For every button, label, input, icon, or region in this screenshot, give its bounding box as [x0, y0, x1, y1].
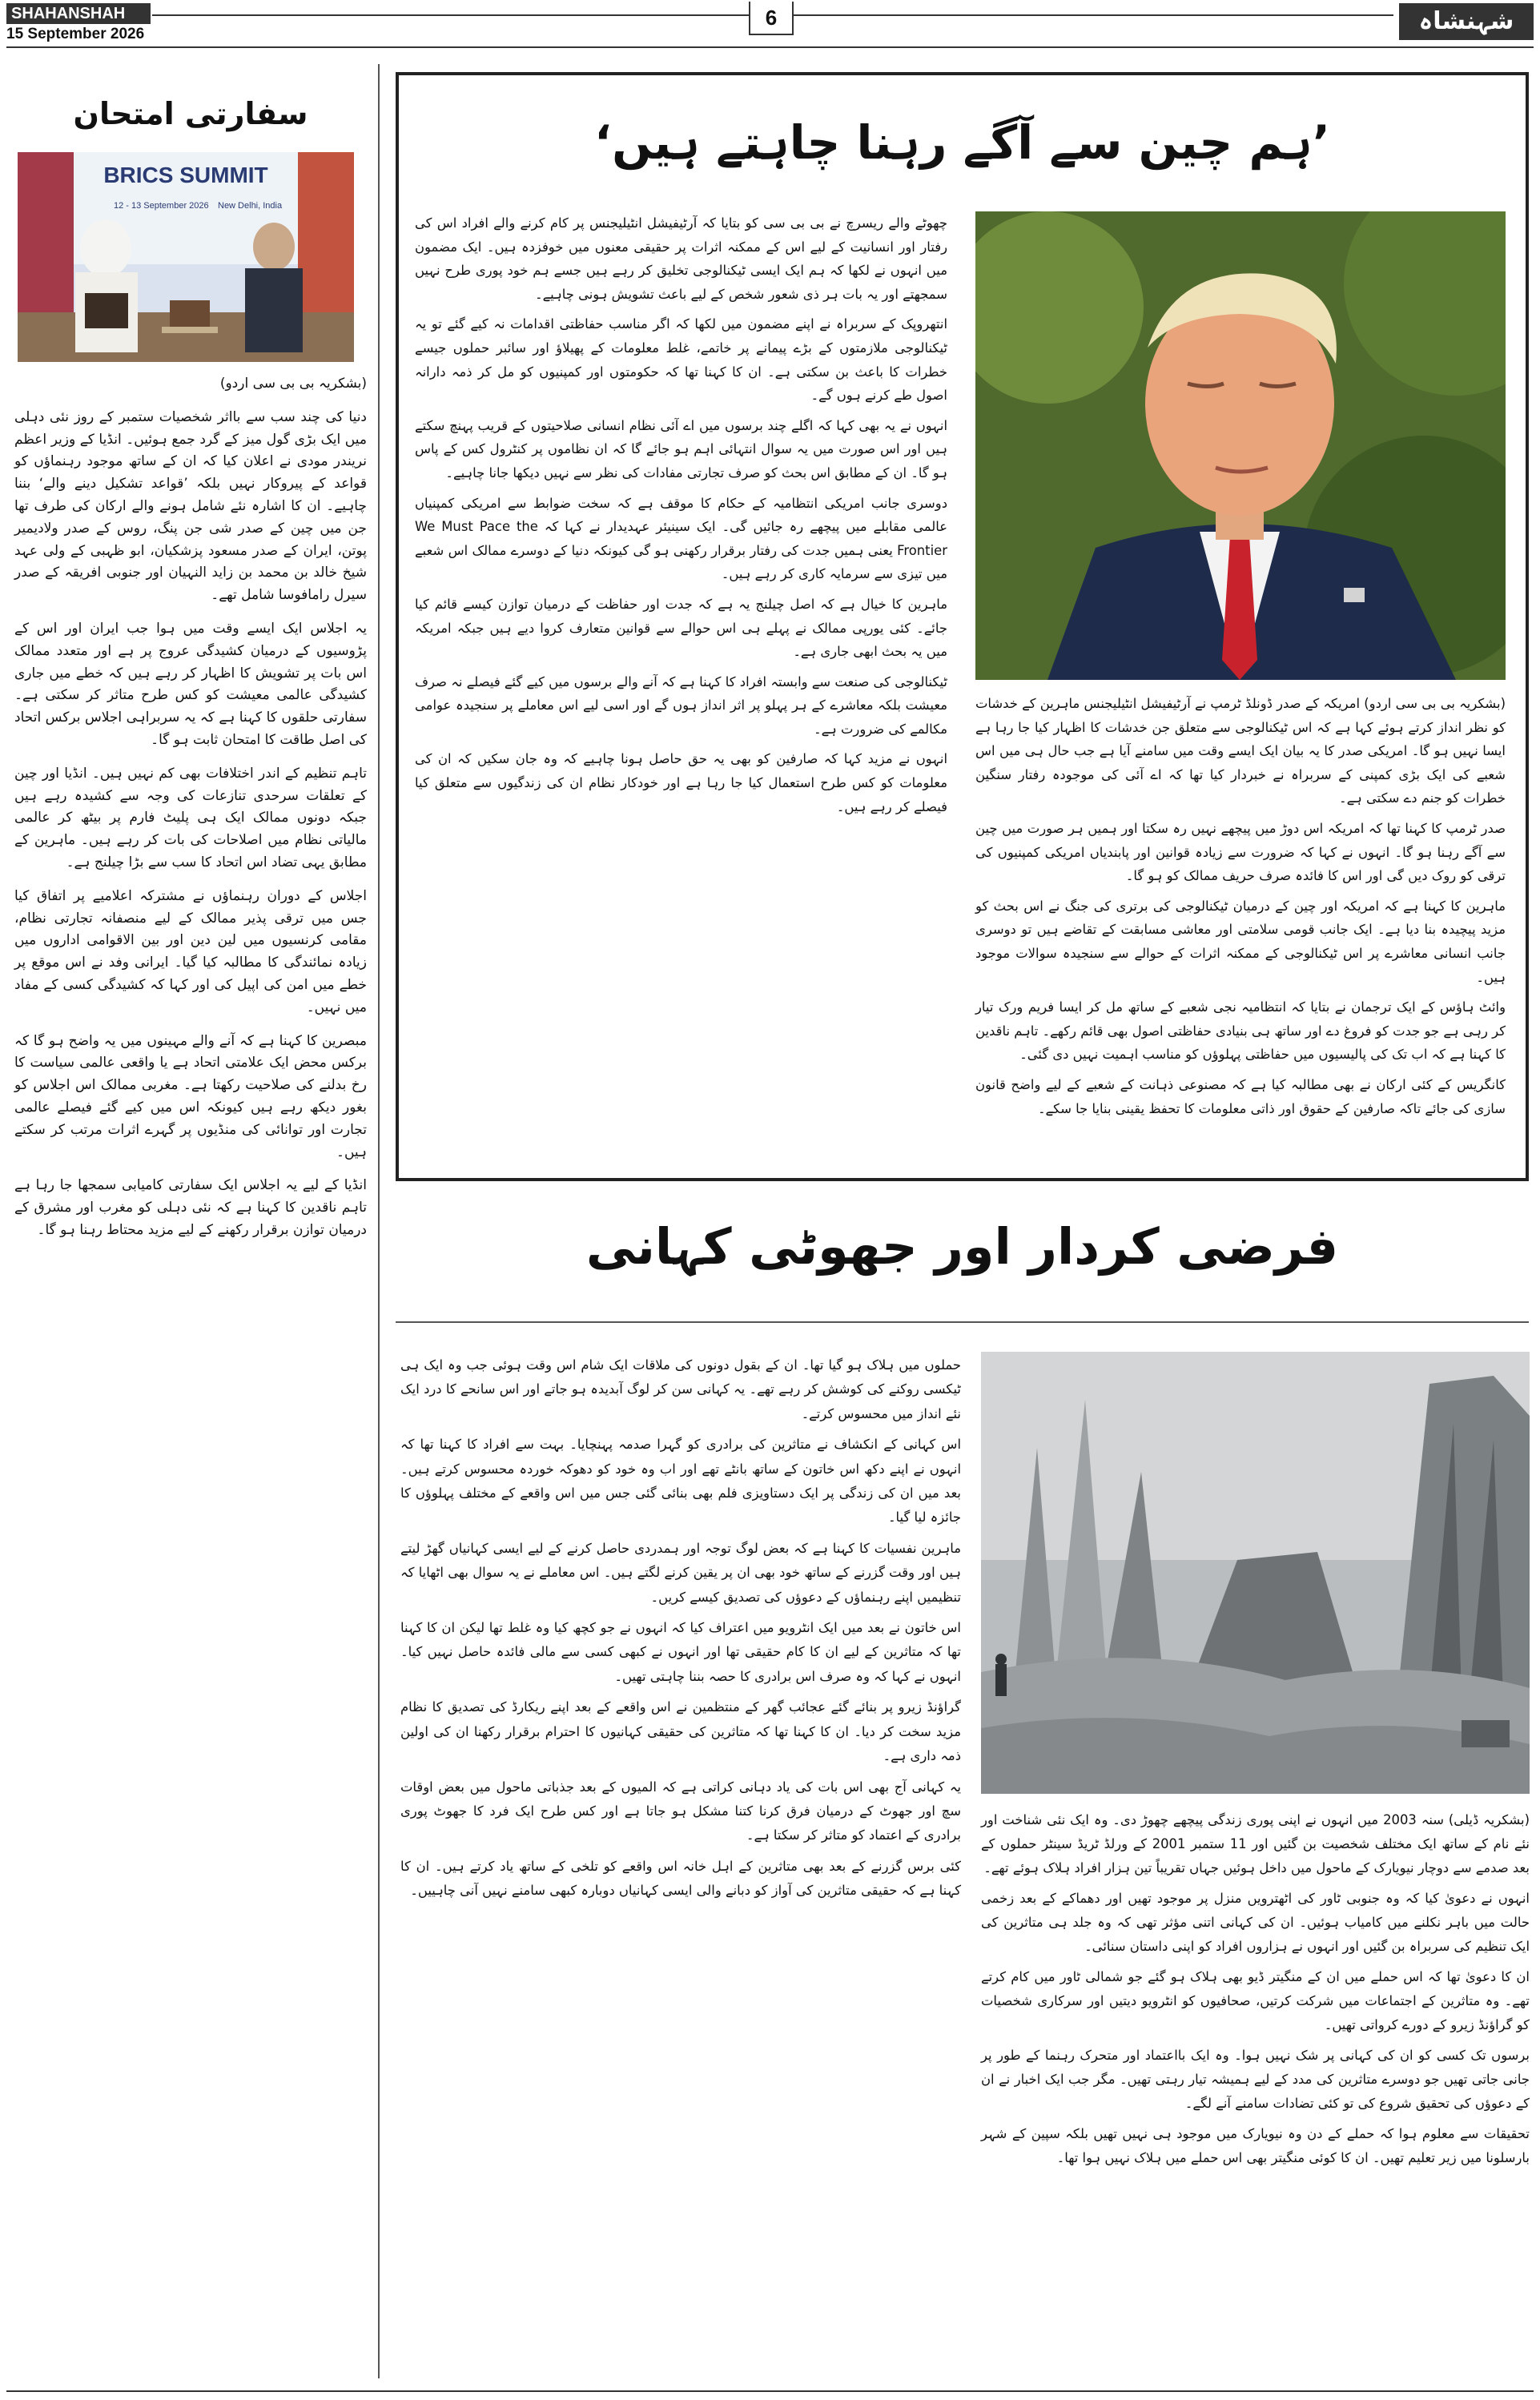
trump-portrait-photo: [975, 211, 1506, 680]
paper-name: SHAHANSHAH: [6, 3, 151, 24]
banner-location: New Delhi, India: [218, 201, 283, 211]
article1-paragraph: صدر ٹرمپ کا کہنا تھا کہ امریکہ اس دوڑ میں پیچھے نہیں رہ سکتا اور ہمیں ہر صورت میں چین سے آگے رہنا ہو گا۔ انہوں نے کہا کہ ضرورت سے زیادہ قوانین اور پابندیاں امریکی کمپنیوں کی ترقی کو روک دیں گی اور اس کا فائدہ صرف حریف ممالک کو ہو گا۔: [975, 820, 1506, 884]
article1-paragraph: وائٹ ہاؤس کے ایک ترجمان نے بتایا کہ انتظامیہ نجی شعبے کے ساتھ مل کر ایسا فریم ورک تیار کر رہی ہے جو جدت کو فروغ دے اور ساتھ ہی بنیادی حفاظتی اصول بھی قائم رکھے۔ تاہم ناقدین کا کہنا ہے کہ اب تک کی پالیسیوں میں حفاظتی پہلوؤں کو مناسب اہمیت نہیں دی گئی۔: [975, 999, 1506, 1063]
article1-column-right: [975, 692, 1506, 1127]
left-article-title: سفارتی امتحان: [73, 96, 308, 131]
left-paragraph: تاہم تنظیم کے اندر اختلافات بھی کم نہیں ہیں۔ انڈیا اور چین کے تعلقات سرحدی تنازعات کی وجہ سے کشیدہ رہے ہیں جبکہ دونوں ممالک ایک ہی پلیٹ فارم پر بیٹھ کر عالمی مالیاتی نظام میں اصلاحات کی بات کر رہے ہیں۔ ماہرین کے مطابق یہی تضاد اس اتحاد کا سب سے بڑا چیلنج ہے۔: [14, 765, 367, 870]
article2-paragraph: گراؤنڈ زیرو پر بنائے گئے عجائب گھر کے منتظمین نے اس واقعے کے بعد اپنے ریکارڈ کی تصدیق کا نظام مزید سخت کر دیا۔ ان کا کہنا تھا کہ متاثرین کی حقیقی کہانیوں کا احترام برقرار رکھنا ان کی اولین ذمہ داری ہے۔: [400, 1699, 961, 1764]
article2-paragraph: یہ کہانی آج بھی اس بات کی یاد دہانی کراتی ہے کہ المیوں کے بعد جذباتی ماحول میں بعض اوقات سچ اور جھوٹ کے درمیان فرق کرنا کتنا مشکل ہو جاتا ہے اور کس طرح ایک فرد کا جھوٹ پوری برادری کے اعتماد کو متاثر کر سکتا ہے۔: [400, 1779, 961, 1843]
left-paragraph: (بشکریہ بی بی سی اردو): [219, 376, 367, 392]
article1-paragraph: انتھروپک کے سربراہ نے اپنے مضمون میں لکھا کہ اگر مناسب حفاظتی اقدامات نہ کیے گئے تو یہ ٹیکنالوجی ملازمتوں کے بڑے پیمانے پر خاتمے، غلط معلومات کے پھیلاؤ اور سائبر حملوں جیسے خطرات کا باعث بن سکتی ہے۔ ان کا کہنا تھا کہ حکومتوں اور کمپنیوں کو مل کر ذمہ دارانہ اصول طے کرنے ہوں گے۔: [415, 316, 947, 404]
article1-paragraph: (بشکریہ بی بی سی اردو) امریکہ کے صدر ڈونلڈ ٹرمپ نے آرٹیفیشل انٹیلیجنس ماہرین کے خدشات کو نظر انداز کرتے ہوئے کہا ہے کہ اس ٹیکنالوجی سے متعلق جن خدشات کا اظہار کیا جا رہا ہے ایسا نہیں ہو گا۔ امریکی صدر کا یہ بیان ایک ایسے وقت میں سامنے آیا ہے جب حال ہی میں اس شعبے کی ایک بڑی کمپنی کے سربراہ نے خبردار کیا تھا کہ اے آئی کی موجودہ رفتار سنگین خطرات کو جنم دے سکتی ہے۔: [975, 696, 1506, 806]
article2-headline: فرضی کردار اور جھوٹی کہانی: [585, 1217, 1339, 1276]
portrait-illustration: [975, 211, 1506, 680]
left-paragraph: مبصرین کا کہنا ہے کہ آنے والے مہینوں میں یہ واضح ہو گا کہ برکس محض ایک علامتی اتحاد ہے یا واقعی عالمی سیاست کا رخ بدلنے کی صلاحیت رکھتا ہے۔ مغربی ممالک اس اجلاس کو بغور دیکھ رہے ہیں کیونکہ اس میں کیے گئے فیصلے عالمی تجارت اور توانائی کی منڈیوں پر گہرے اثرات مرتب کر سکتے ہیں۔: [14, 1032, 367, 1160]
masthead-logo: شہنشاہ: [1399, 3, 1534, 40]
brics-summit-photo: [18, 152, 354, 362]
left-paragraph: انڈیا کے لیے یہ اجلاس ایک سفارتی کامیابی سمجھا جا رہا ہے تاہم ناقدین کا کہنا ہے کہ نئی دہلی کو مغرب اور مشرق کے درمیان توازن برقرار رکھنے کے لیے مزید محتاط رہنا ہو گا۔: [14, 1177, 367, 1238]
column-divider: [378, 64, 380, 2378]
article2-paragraph: (بشکریہ ڈیلی) سنہ 2003 میں انہوں نے اپنی پوری زندگی پیچھے چھوڑ دی۔ وہ ایک نئی شناخت اور نئے نام کے ساتھ ایک مختلف شخصیت بن گئیں اور 11 ستمبر 2001 کے ورلڈ ٹریڈ سینٹر حملوں کے بعد صدمے سے دوچار نیویارک کے ماحول میں داخل ہوئیں جہاں تقریباً تین ہزار افراد ہلاک ہوئے تھے۔: [981, 1812, 1530, 1875]
article1-paragraph: ٹیکنالوجی کی صنعت سے وابستہ افراد کا کہنا ہے کہ آنے والے برسوں میں کیے گئے فیصلے نہ صرف معیشت بلکہ معاشرے کے ہر پہلو پر اثر انداز ہوں گے اور اسی لیے اس معاملے پر سنجیدہ عوامی مکالمے کی ضرورت ہے۔: [415, 673, 947, 737]
article-ai-box: [396, 72, 1529, 1181]
top-rule: [6, 46, 1534, 48]
left-article-body: [14, 373, 367, 1253]
article1-paragraph: انہوں نے مزید کہا کہ صارفین کو بھی یہ حق حاصل ہونا چاہیے کہ وہ جان سکیں کہ ان کی معلومات کو کس طرح استعمال کیا جا رہا ہے اور خودکار نظام ان کی زندگیوں سے متعلق کیا فیصلے کر رہے ہیں۔: [415, 751, 947, 814]
article2-paragraph: حملوں میں ہلاک ہو گیا تھا۔ ان کے بقول دونوں کی ملاقات ایک شام اس وقت ہوئی جب وہ ایک ہی ٹیکسی روکنے کی کوشش کر رہے تھے۔ یہ کہانی سن کر لوگ آبدیدہ ہو جاتے اور اس سانحے کا درد ایک نئے انداز میں محسوس کرتے۔: [400, 1357, 961, 1421]
brics-photo-illustration: [18, 152, 354, 362]
article2-paragraph: تحقیقات سے معلوم ہوا کہ حملے کے دن وہ نیویارک میں موجود ہی نہیں تھیں بلکہ سپین کے شہر بارسلونا میں زیر تعلیم تھیں۔ ان کا کوئی منگیتر بھی اس حملے میں ہلاک نہیں ہوا تھا۔: [981, 2126, 1530, 2165]
article2-title-rule: [396, 1321, 1529, 1323]
article1-paragraph: ماہرین کا خیال ہے کہ اصل چیلنج یہ ہے کہ جدت اور حفاظت کے درمیان توازن کیسے قائم کیا جائے۔ کئی یورپی ممالک نے پہلے ہی اس حوالے سے قوانین متعارف کروا دیے ہیں جبکہ امریکہ میں یہ بحث ابھی جاری ہے۔: [415, 596, 947, 660]
left-column-article: [14, 56, 367, 2386]
page-number: 6: [749, 2, 794, 35]
article1-paragraph: کانگریس کے کئی ارکان نے بھی مطالبہ کیا ہے کہ مصنوعی ذہانت کے شعبے کے لیے واضح قانون سازی کی جائے تاکہ صارفین کے حقوق اور ذاتی معلومات کا تحفظ یقینی بنایا جا سکے۔: [975, 1076, 1506, 1116]
article2-paragraph: اس کہانی کے انکشاف نے متاثرین کی برادری کو گہرا صدمہ پہنچایا۔ بہت سے افراد کا کہنا تھا کہ انہوں نے اپنے دکھ اس خاتون کے ساتھ بانٹے تھے اور اب وہ خود کو دھوکہ خوردہ محسوس کرتے ہیں۔ بعد میں ان کی زندگی پر ایک دستاویزی فلم بھی بنائی گئی جس میں اس واقعے کے مختلف پہلوؤں کا جائزہ لیا گیا۔: [400, 1437, 961, 1526]
article2-column-right: [981, 1808, 1530, 2177]
ruins-illustration: [981, 1352, 1530, 1794]
article1-column-left: [415, 211, 947, 825]
article1-paragraph: دوسری جانب امریکی انتظامیہ کے حکام کا موقف ہے کہ سخت ضوابط سے امریکی کمپنیاں عالمی مقابلے میں پیچھے رہ جائیں گی۔ ایک سینیئر عہدیدار نے کہا کہ We Must Pace the Frontier یعنی ہمیں جدت کی رفتار برقرار رکھنی ہو گی کیونکہ دنیا کے دوسرے ممالک اس شعبے میں تیزی سے سرمایہ کاری کر رہے ہیں۔: [415, 495, 947, 582]
bottom-rule: [6, 2390, 1534, 2392]
article1-paragraph: چھوٹے والے ریسرچ نے بی بی سی کو بتایا کہ آرٹیفیشل انٹیلیجنس پر کام کرنے والے افراد اس کی رفتار اور انسانیت کے لیے اس کے ممکنہ اثرات پر حقیقی معنوں میں خوفزدہ ہیں۔ ایک مضمون میں انہوں نے لکھا کہ ہم ایک ایسی ٹیکنالوجی تخلیق کر رہے ہیں جسے ہم خود پوری طرح نہیں سمجھتے اور یہ بات ہر ذی شعور شخص کے لیے باعث تشویش ہونی چاہیے۔: [415, 215, 947, 302]
article2-paragraph: اس خاتون نے بعد میں ایک انٹرویو میں اعتراف کیا کہ انہوں نے جو کچھ کیا وہ غلط تھا لیکن ان کا کہنا تھا کہ متاثرین کے لیے ان کا کام حقیقی تھا اور انہوں نے کبھی کسی سے مالی فائدہ حاصل نہیں کیا۔ انہوں نے کہا کہ وہ صرف اس برادری کا حصہ بننا چاہتی تھیں۔: [400, 1620, 961, 1684]
article2-paragraph: کئی برس گزرنے کے بعد بھی متاثرین کے اہل خانہ اس واقعے کو تلخی کے ساتھ یاد کرتے ہیں۔ ان کا کہنا ہے کہ حقیقی متاثرین کی آواز کو دبانے والی ایسی کہانیاں دوبارہ کبھی سامنے نہیں آنی چاہییں۔: [400, 1858, 961, 1899]
article1-headline: ’ہم چین سے آگے رہنا چاہتے ہیں‘: [594, 115, 1330, 170]
article2-paragraph: ان کا دعویٰ تھا کہ اس حملے میں ان کے منگیتر ڈیو بھی ہلاک ہو گئے جو شمالی ٹاور میں کام کرتے تھے۔ وہ متاثرین کے اجتماعات میں شرکت کرتیں، صحافیوں کو انٹرویو دیتیں اور سرکاری شخصیات کو گراؤنڈ زیرو کے دورے کرواتی تھیں۔: [981, 1969, 1530, 2032]
article1-paragraph: انہوں نے یہ بھی کہا کہ اگلے چند برسوں میں اے آئی نظام انسانی صلاحیتوں کے قریب پہنچ سکتے ہیں اور اس صورت میں یہ سوال انتہائی اہم ہو جائے گا کہ ان نظاموں پر کنٹرول کس کے پاس ہو گا۔ ان کے مطابق اس بحث کو صرف تجارتی مفادات کی نظر سے نہیں دیکھا جانا چاہیے۔: [415, 417, 947, 480]
issue-date: 15 September 2026: [6, 26, 145, 42]
banner-title: BRICS SUMMIT: [103, 163, 268, 187]
article2-column-left: [400, 1353, 961, 1910]
article1-paragraph: ماہرین کا کہنا ہے کہ امریکہ اور چین کے درمیان ٹیکنالوجی کی برتری کی جنگ نے اس بحث کو مزید پیچیدہ بنا دیا ہے۔ ایک جانب قومی سلامتی اور معاشی مسابقت کے تقاضے ہیں تو دوسری جانب انسانی معاشرے پر اس ٹیکنالوجی کے ممکنہ اثرات کے حوالے سے سنجیدہ سوالات موجود ہیں۔: [975, 898, 1506, 985]
page-header: [0, 0, 1540, 48]
left-paragraph: دنیا کی چند سب سے بااثر شخصیات ستمبر کے روز نئی دہلی میں ایک بڑی گول میز کے گرد جمع ہوئیں۔ انڈیا کے وزیر اعظم نریندر مودی نے اعلان کیا کہ ان کے ساتھ موجود رہنماؤں کو قواعد کے پیروکار نہیں بلکہ ’قواعد تشکیل دینے والے‘ بننا چاہیے۔ ان کا اشارہ نئے شامل ہونے والے ارکان کی طرف تھا جن میں چین کے صدر شی جن پنگ، روس کے صدر ولادیمیر پوتن، ایران کے صدر مسعود پزشکیان، ابو ظہبی کے ولی عہد شیخ خالد بن محمد بن زاید النہیان اور جنوبی افریقہ کے صدر سیرل رامافوسا شامل تھے۔: [14, 408, 367, 604]
article2-paragraph: انہوں نے دعویٰ کیا کہ وہ جنوبی ٹاور کی اٹھترویں منزل پر موجود تھیں اور دھماکے کے بعد زخمی حالت میں باہر نکلنے میں کامیاب ہوئیں۔ ان کی کہانی اتنی مؤثر تھی کہ وہ جلد ہی متاثرین کی ایک تنظیم کی سربراہ بن گئیں اور انہوں نے ہزاروں افراد کو اپنی داستان سنائی۔: [981, 1891, 1530, 1954]
left-paragraph: یہ اجلاس ایک ایسے وقت میں ہوا جب ایران اور اس کے پڑوسیوں کے درمیان کشیدگی عروج پر ہے اور متعدد ممالک اس بات پر تشویش کا اظہار کر رہے ہیں کہ خطے میں جاری کشیدگی عالمی معیشت کو کس طرح متاثر کر سکتی ہے۔ سفارتی حلقوں کا کہنا ہے کہ یہ سربراہی اجلاس برکس اتحاد کی اصل طاقت کا امتحان ثابت ہو گا۔: [14, 620, 367, 748]
left-paragraph: اجلاس کے دوران رہنماؤں نے مشترکہ اعلامیے پر اتفاق کیا جس میں ترقی پذیر ممالک کے لیے منصفانہ تجارتی نظام، مقامی کرنسیوں میں لین دین اور بین الاقوامی اداروں میں زیادہ نمائندگی کا مطالبہ کیا گیا۔ ایرانی وفد نے اس موقع پر خطے میں امن کی اپیل کی اور کہا کہ کشیدگی کسی کے مفاد میں نہیں۔: [14, 887, 367, 1015]
article2-paragraph: برسوں تک کسی کو ان کی کہانی پر شک نہیں ہوا۔ وہ ایک بااعتماد اور متحرک رہنما کے طور پر جانی جاتی تھیں جو دوسرے متاثرین کی مدد کے لیے ہمیشہ تیار رہتی تھیں۔ مگر جب ایک اخبار نے ان کے دعوؤں کی تحقیق شروع کی تو کئی تضادات سامنے آنے لگے۔: [981, 2048, 1530, 2111]
article2-paragraph: ماہرین نفسیات کا کہنا ہے کہ بعض لوگ توجہ اور ہمدردی حاصل کرنے کے لیے ایسی کہانیاں گھڑ لیتے ہیں اور وقت گزرنے کے ساتھ خود بھی ان پر یقین کرنے لگتے ہیں۔ اس معاملے نے یہ سوال بھی اٹھایا کہ تنظیمیں اپنے رہنماؤں کے دعوؤں کی تصدیق کیسے کریں۔: [400, 1540, 961, 1605]
banner-dates: 12 - 13 September 2026: [114, 201, 209, 211]
ground-zero-photo: [981, 1352, 1530, 1794]
